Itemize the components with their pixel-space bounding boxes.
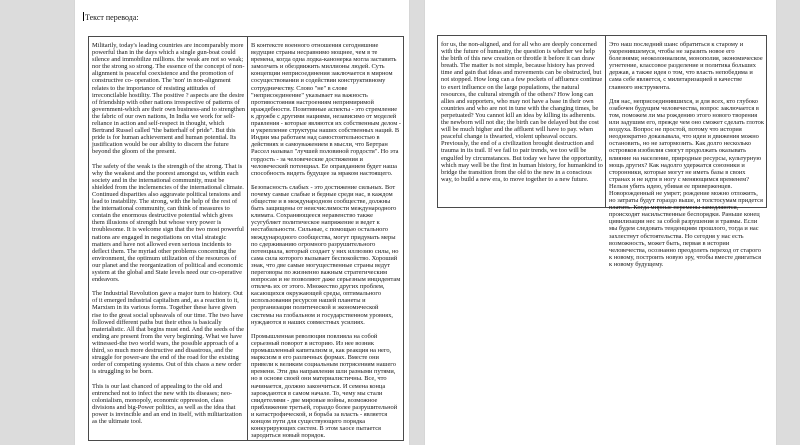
source-paragraph[interactable]: The Industrial Revolution gave a major turn to history. Out of it emerged industrial capitalism and, as a reaction to it, Marxism in its various forms. Together these have given rise to the great social upheavals of our time. The two have followed different paths but their ethos is basically materialistic. All that begins must end. And the seeds of the ending are present from the very beginning. What we have witnessed-the two world wars, the possible approach of a third, so much more destructive and disastrous, and the struggle for power-are the end of the road for the existing order of competing systems. Out of this chaos a new order is struggling to be born.: [92, 290, 244, 376]
bilingual-table: [437, 35, 767, 268]
bilingual-table: [88, 36, 404, 441]
source-column[interactable]: [89, 37, 248, 440]
source-paragraph[interactable]: Militarily, today's leading countries are incomparably more powerful than in the days which a single gun-boat could silence and immobilize millions. the weak are not so weak; nor the strong so strong. The essence of the concept of non-alignment is peaceful coexistence and the promotion of constructive co- operation. The 'non' in non-alignment relates to the importance of resisting attitudes of irreconcilable hostility. The positive ? aspects are the desire of friendship with other nations irrespective of patterns of government-which are their own business-and to strengthen the fabric of our own nations, In India we work for self-reliance in action and self-respect in thought, which Bertrand Russel called "the batterhalf of pride". But this pride is for human achievement and human potential. Its justification would be our ability to discern the future beyond the gloom of the present.: [92, 42, 245, 156]
translation-paragraph[interactable]: Промышленная революция повлияла на собой серьезный поворот в историю. Из нее возник промышленный капитализм и, как реакция на него, марксизм в его различных формах. Вместе они привели к великим социальным потрясениям нашего времени. Эти два направления шли разными путями, но в основе своей они материалистичны. Все, что начинается, должно закончиться. И семена конца зарождаются в самом начале. То, чему мы стали свидетелями - две мировые войны, возможное приближение третьей, гораздо более разрушительной и катастрофической, и борьба за власть - является концом пути для существующего порядка конкурирующих систем. В этом хаосе пытается зародиться новый порядок.: [251, 332, 398, 440]
translation-paragraph[interactable]: Это наш последний шанс обратиться к старому и укоренившемуся, чтобы не заразить новое его болезнями; неоколониализм, монополия, экономическое угнетение, классовое разделение и политика больших держав, а также идея о том, что власть непобедима и сама себе является, с милитаризацией в качестве главного инструмента.: [609, 41, 763, 91]
source-paragraph[interactable]: for us, the non-aligned, and for all who are deeply concerned with the future of humanity, the question is whether we help the birth of this new creation or throttle it before it can draw breath. The matter is not simple, because history has proved time and gain that ideas and movements can be obstructed, but not stopped. How long can a few pockets of affluence continue to exert influence on the large populations, the natural resources, the cultural strength of the others? How long can allies and supporters, who may not have a base in their own countries and who are not in tune with the changing times, be perpetuated? You cannot kill an idea by killing its adherents. the newborn will not die; the birth can be delayed but the cost will be much higher and the affluent will have to pay. when peaceful change is thwarted, violent upheaval occurs. Previously, the end of a civilization brought destruction and trauma in its trail. If we fail to pair trends, we too will be engulfed by circumstances. But today we have the opportunity, which may well be the first in human history, for humankind to bridge the transition from the old to the new in a conscious way, to build a new era, to move together to a new future.: [441, 41, 603, 183]
page-1[interactable]: [75, 0, 409, 445]
translation-paragraph[interactable]: В контексте военного отношения сегодняшние ведущие страны несравнимо мощнее, чем в те времена, когда одна лодка-канонерка могла заставить замолчать и обездвижить миллионы людей. Суть концепции неприсоединения заключается в мирном сосуществовании и содействии конструктивному сотрудничеству. Слово "не" в слове "неприсоединение" указывает на важность противостояния настроениям непримиримой враждебности. Позитивные аспекты - это стремление к дружбе с другими нациями, независимо от моделей правления - которые являются их собственным делом - и укрепление структуры наших собственных наций. В Индии мы работаем над самостоятельностью в действиях и самоуважением в мысли, что Бертран Рассел называл "лучшей половиной гордости". Но эта гордость - за человеческие достижения и человеческий потенциал. Ее оправданием будет наша способность видеть будущее за мраком настоящего.: [251, 42, 402, 177]
translation-paragraph[interactable]: Для нас, неприсоединившихся, и для всех, кто глубоко озабочен будущим человечества, вопрос заключается в том, поможем ли мы рождению этого нового творения или задушим его, прежде чем оно сможет сделать глоток воздуха. Вопрос не простой, потому что история неоднократно доказывала, что идеи и движения можно остановить, но не затормозить. Как долго несколько островков изобилия смогут продолжать оказывать влияние на население, природные ресурсы, культурную мощь других? Как надолго удержатся союзники и сторонники, которые могут не иметь базы в своих странах и не идти в ногу с меняющимся временем? Нельзя убить идею, убивая ее приверженцев. Новорожденный не умрет; рождение можно отложить, но затраты будут гораздо выше, и толстосумам придется платить. Когда мирные перемены замедляются, происходят насильственные беспорядки. Раньше конец цивилизации нес за собой разрушения и травмы. Если мы будем следовать тенденциям прошлого, тогда и нас захлестнут обстоятельства. Но сегодня у нас есть возможность, может быть, первая в истории человечества, осознанно преодолеть переход от старого к новому, построить новую эру, чтобы вместе двигаться к новому будущему.: [609, 97, 764, 268]
translation-heading-text[interactable]: Текст перевода:: [85, 13, 139, 22]
source-paragraph[interactable]: The safety of the weak is the strength of the strong. That is why the weakest and the poorest amongst us, within each society and in the international community, must be shielded from the inclemencies of the international climate. Continued disparities also aggravate political tensions and lead to instability. The strong, with the help of the rest of the international community, can think of measures to contain the enormous destructive potential which gives them illusions of strength but whose very power is troublesome. It is welcome sign that the two most powerful nations are engaged in negotiations on vital strategic matters and have not allowed even serious incidents to deflect them. The myriad other problems concerning the environment, the optimum utilization of the resources of our planet and the reorganization of political and economic system at the global and State levels need our co-operative endeavors.: [92, 162, 244, 284]
source-column[interactable]: [438, 36, 606, 207]
text-cursor: [83, 12, 84, 21]
translation-heading[interactable]: [83, 12, 139, 23]
source-paragraph[interactable]: This is our last chanced of appealing to the old and entrenched not to infect the new with its diseases; neo-colonialism, monopoly, economic oppression, class divisions and big-Power politics, as well as the idea that power is invincible and an end in itself, with militarization as the ultimate tool.: [92, 382, 242, 425]
translation-column[interactable]: [248, 37, 403, 440]
page-2[interactable]: [425, 0, 776, 445]
translation-column[interactable]: [606, 36, 766, 268]
translation-paragraph[interactable]: Безопасность слабых - это достижение сильных. Вот почему самые слабые и бедные среди нас, в каждом обществе и в международном сообществе, должны быть защищены от неисчислимости международного климата. Сохраняющееся неравенство также усугубляет политическое напряжение и ведет к нестабильности. Сильные, с помощью остального международного сообщества, могут придумать меры по сдерживанию огромного разрушительного потенциала, который создает у них иллюзию силы, но сама сила которого вызывает беспокойство. Хороший знак, что две самые могущественные страны ведут переговоры по жизненно важным стратегическим вопросам и не позволяют даже серьезным инцидентам отвлечь их от этого. Множество других проблем, касающихся окружающей среды, оптимального использования ресурсов нашей планеты и реорганизации политической и экономической системы на глобальном и государственном уровнях, нуждаются в наших совместных усилиях.: [251, 183, 401, 326]
